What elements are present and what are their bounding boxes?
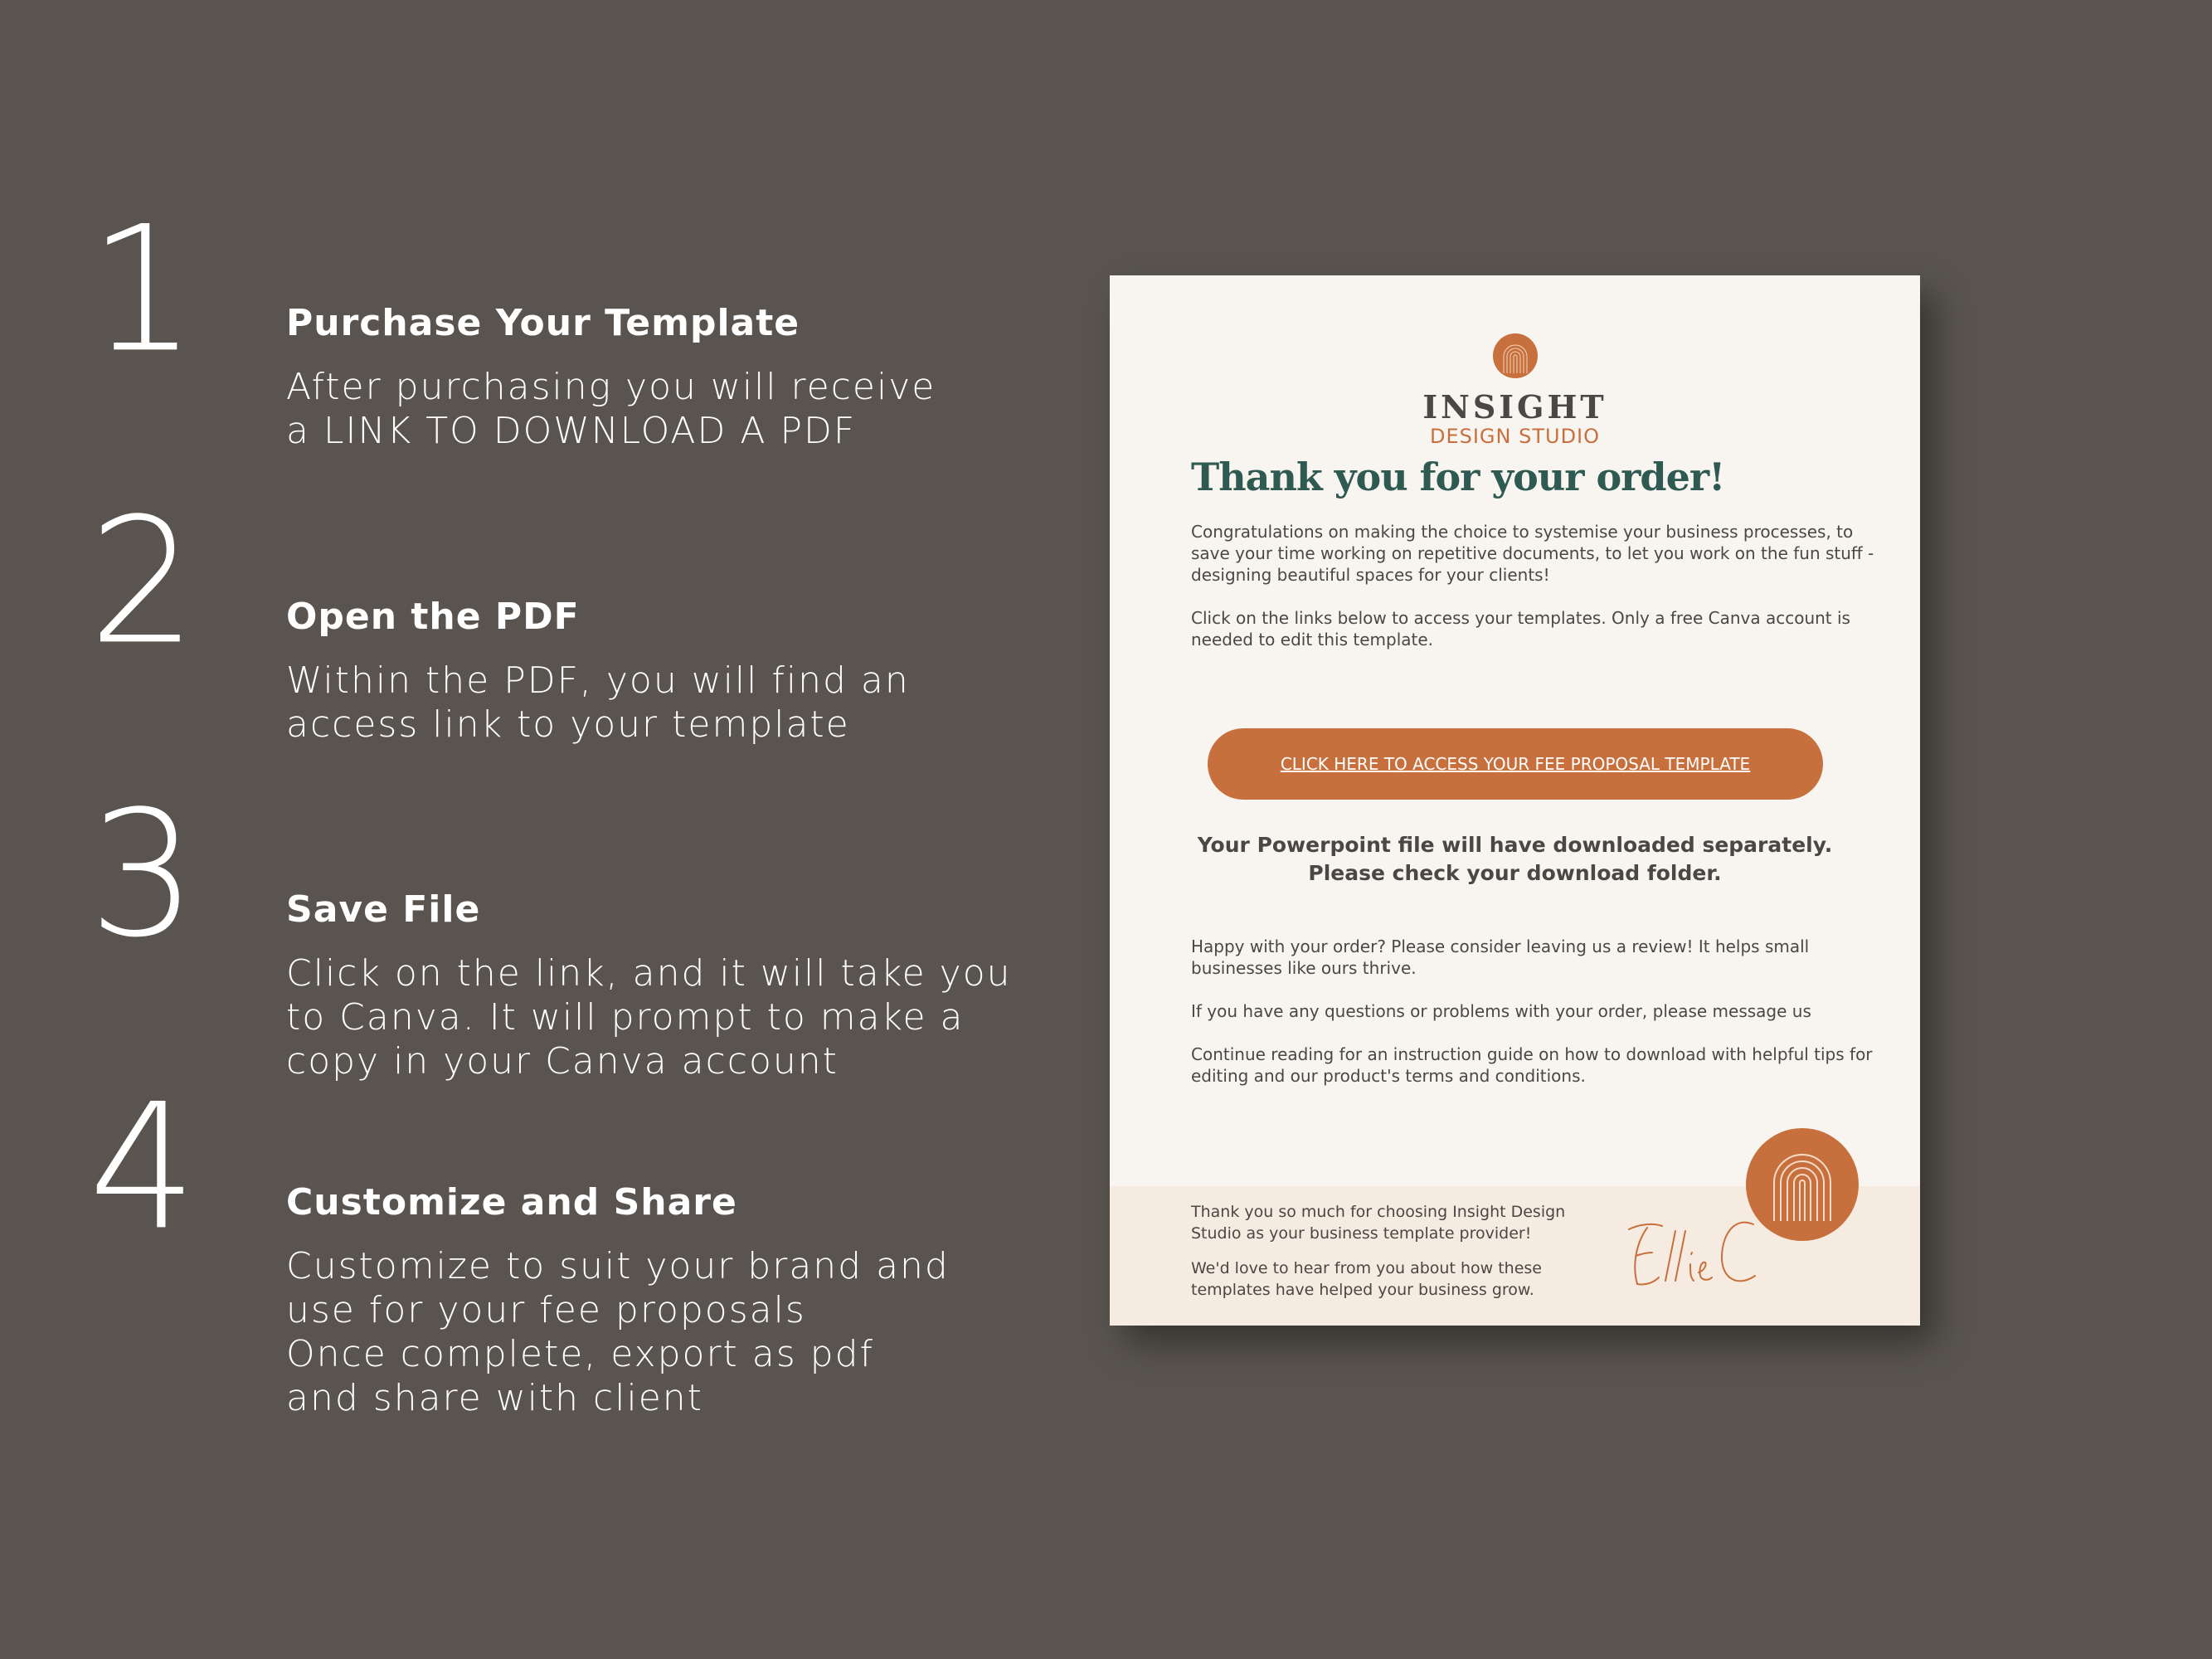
step-number: 1 [88, 189, 194, 392]
step-4 [0, 1067, 1045, 1419]
footer-thanks-text: Thank you so much for choosing Insight Design Studio as your business template provider! [1191, 1203, 1566, 1243]
brand-name: INSIGHT [1422, 388, 1607, 426]
step-3 [0, 774, 1045, 1089]
step-number: 2 [88, 481, 194, 684]
step-title: Customize and Share [286, 1181, 737, 1224]
questions-paragraph: If you have any questions or problems with your order, please message us [1191, 1001, 1811, 1021]
arch-circle-icon [1493, 333, 1538, 382]
intro-paragraph: Congratulations on making the choice to systemise your business processes, to save your time working on repetitive documents, to let you work on the fun stuff - designing beautiful spaces for your clients! [1191, 522, 1874, 585]
step-number: 4 [88, 1067, 194, 1269]
footer-feedback-text: We'd love to hear from you about how these templates have helped your business grow. [1191, 1259, 1542, 1299]
review-paragraph: Happy with your order? Please consider leaving us a review! It helps small businesses like ours thrive. [1191, 937, 1810, 978]
step-description: Customize to suit your brand and use for your fee proposals Once complete, export as pdf and share with client [286, 1245, 950, 1419]
continue-reading-paragraph: Continue reading for an instruction guide on how to download with helpful tips for editing and our product's terms and conditions. [1191, 1044, 1873, 1086]
step-description: Click on the link, and it will take you to Canva. It will prompt to make a copy in your Canva account [286, 952, 1012, 1082]
step-1 [0, 189, 1045, 504]
document-heading: Thank you for your order! [1191, 455, 1725, 499]
step-title: Purchase Your Template [286, 302, 800, 344]
step-description: Within the PDF, you will find an access link to your template [286, 659, 910, 746]
links-note-paragraph: Click on the links below to access your templates. Only a free Canva account is needed to edit this template. [1191, 608, 1850, 649]
step-2 [0, 481, 1045, 796]
download-notice: Your Powerpoint file will have downloaded separately. Please check your download folder. [1197, 833, 1833, 885]
step-title: Save File [286, 888, 481, 931]
document-preview [1110, 275, 1920, 1326]
step-number: 3 [88, 774, 194, 976]
signature [1624, 1211, 1765, 1294]
step-title: Open the PDF [286, 596, 580, 638]
brand-subtitle: DESIGN STUDIO [1429, 425, 1601, 448]
step-description: After purchasing you will receive a LINK TO DOWNLOAD A PDF [286, 366, 936, 452]
access-template-button[interactable]: CLICK HERE TO ACCESS YOUR FEE PROPOSAL TEMPLATE [1208, 728, 1823, 800]
